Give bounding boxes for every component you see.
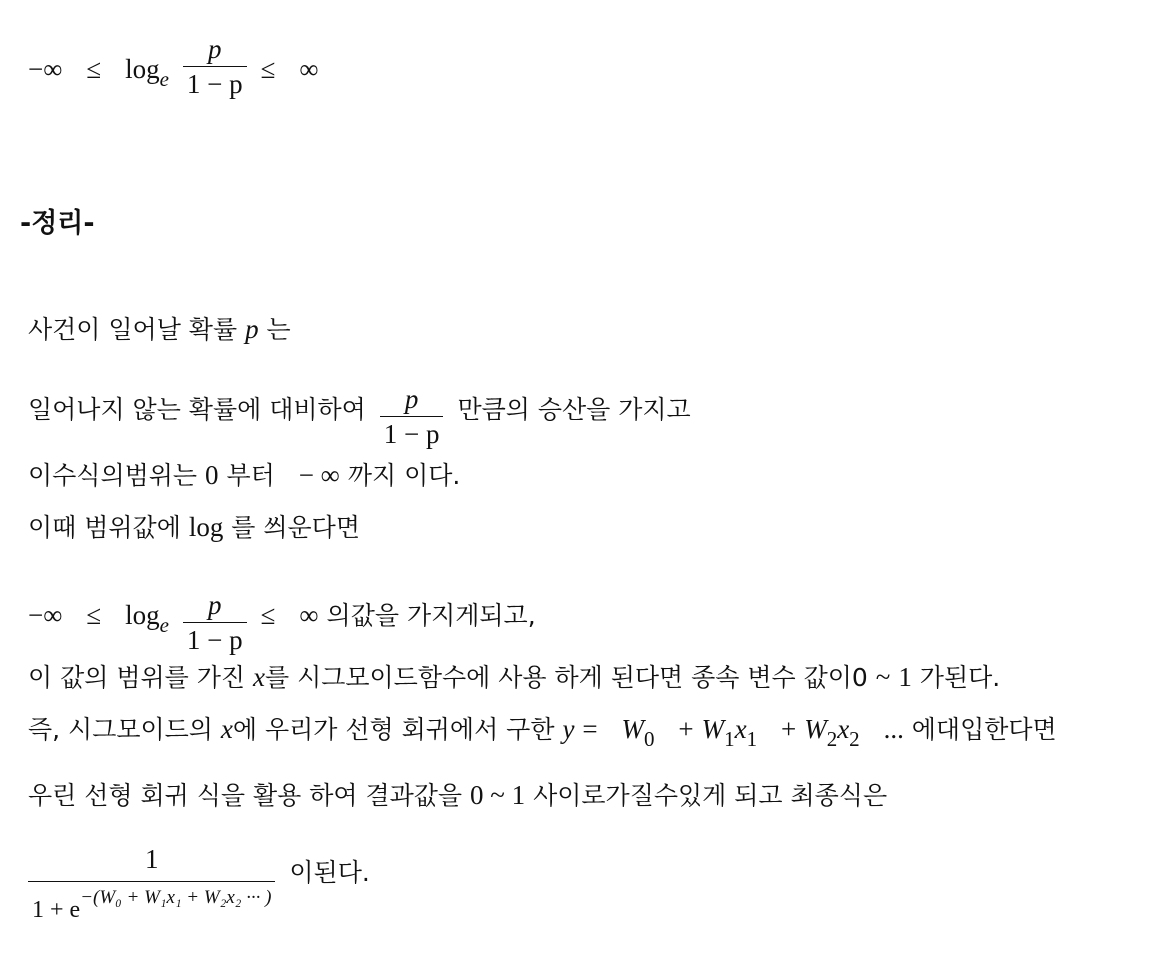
neg-infinity: −∞ xyxy=(28,54,63,84)
line-6-tail: 를 시그모이드함수에 사용 하게 된다면 종속 변수 값이0 xyxy=(264,663,868,692)
zero: 0 xyxy=(205,460,219,490)
plus: + xyxy=(781,714,797,744)
line-7-mid: 에 우리가 선형 회귀에서 구한 xyxy=(232,715,555,744)
line-8-tail: 사이로가질수있게 되고 최종식은 xyxy=(533,781,888,810)
fraction xyxy=(380,386,444,448)
line-3-text: 이수식의범위는 xyxy=(28,461,198,490)
final-tail: 이된다. xyxy=(289,858,370,887)
line-6-end: 가된다. xyxy=(919,663,1001,692)
line-3-mid: 부터 xyxy=(226,461,275,490)
equals: = xyxy=(582,714,598,744)
fraction xyxy=(183,36,247,98)
sub-1: 1 xyxy=(746,727,758,751)
sub-1: 1 xyxy=(724,727,735,751)
log-base: e xyxy=(159,613,169,637)
sub-0: 0 xyxy=(644,727,655,751)
sub-2: 2 xyxy=(849,727,860,751)
var-p: p xyxy=(245,314,259,344)
var-x: x xyxy=(253,662,265,692)
less-equal: ≤ xyxy=(86,600,102,630)
var-w: W xyxy=(804,714,827,744)
line-7 xyxy=(28,714,1057,751)
log-label: log xyxy=(188,512,224,542)
neg-infinity: − ∞ xyxy=(298,460,340,490)
fraction-numerator: p xyxy=(380,386,444,417)
ellipsis: ... xyxy=(883,714,904,744)
log-label: log xyxy=(125,54,160,84)
fraction-denominator: 1 − p xyxy=(186,69,243,99)
exponent: −(W₀ + W₁x₁ + W₂x₂ ··· ) xyxy=(80,887,272,908)
fraction xyxy=(183,592,247,654)
plus: + xyxy=(678,714,694,744)
log-label: log xyxy=(125,600,160,630)
line-3-tail: 까지 이다. xyxy=(347,461,461,490)
neg-infinity: −∞ xyxy=(28,600,63,630)
section-heading: -정리- xyxy=(20,208,95,239)
var-x: x xyxy=(734,714,747,744)
fraction-denominator: 1 − p xyxy=(186,625,243,655)
var-x: x xyxy=(220,714,233,744)
line-2-text: 일어나지 않는 확률에 대비하여 xyxy=(28,395,366,424)
log-base: e xyxy=(159,67,169,91)
denominator-lead: 1 + e xyxy=(32,897,81,923)
line-4-text: 이때 범위값에 xyxy=(28,513,181,542)
fraction-numerator: p xyxy=(183,36,247,67)
var-w: W xyxy=(621,714,645,744)
fraction-numerator: p xyxy=(183,592,247,623)
line-7-text: 즉, 시그모이드의 xyxy=(28,715,213,744)
less-equal-2: ≤ xyxy=(260,600,276,630)
line-4-tail: 를 씌운다면 xyxy=(231,513,360,542)
one: 1 xyxy=(898,662,912,692)
top-formula xyxy=(28,34,319,102)
line-5-tail: 의값을 가지게되고, xyxy=(326,601,536,630)
less-equal: ≤ xyxy=(86,54,102,84)
line-5 xyxy=(28,586,536,655)
less-equal-2: ≤ xyxy=(260,54,276,84)
line-1-tail: 는 xyxy=(266,315,291,344)
line-2 xyxy=(28,380,691,449)
infinity: ∞ xyxy=(299,54,319,84)
final-formula xyxy=(28,840,370,923)
line-8-text: 우린 선형 회귀 식을 활용 하여 결과값을 xyxy=(28,781,463,810)
var-x: x xyxy=(837,714,850,744)
line-7-tail: 에대입한다면 xyxy=(911,715,1057,744)
sigmoid-numerator: 1 xyxy=(28,846,275,882)
line-6-text: 이 값의 범위를 가진 xyxy=(28,663,246,692)
line-4 xyxy=(28,514,360,541)
line-1 xyxy=(28,316,291,343)
line-6 xyxy=(28,664,1000,691)
line-1-text: 사건이 일어날 확률 xyxy=(28,315,238,344)
var-w: W xyxy=(701,714,725,744)
range-0-1: 0 ~ 1 xyxy=(470,780,526,810)
var-y: y xyxy=(562,714,575,744)
infinity: ∞ xyxy=(299,600,319,630)
sub-2: 2 xyxy=(826,727,838,751)
fraction-denominator: 1 − p xyxy=(383,419,440,449)
sigmoid-denominator xyxy=(28,882,275,922)
line-3 xyxy=(28,462,460,489)
line-8 xyxy=(28,782,887,809)
sigmoid-fraction xyxy=(28,846,275,922)
line-2-tail: 만큼의 승산을 가지고 xyxy=(457,395,691,424)
tilde: ~ xyxy=(875,662,891,692)
